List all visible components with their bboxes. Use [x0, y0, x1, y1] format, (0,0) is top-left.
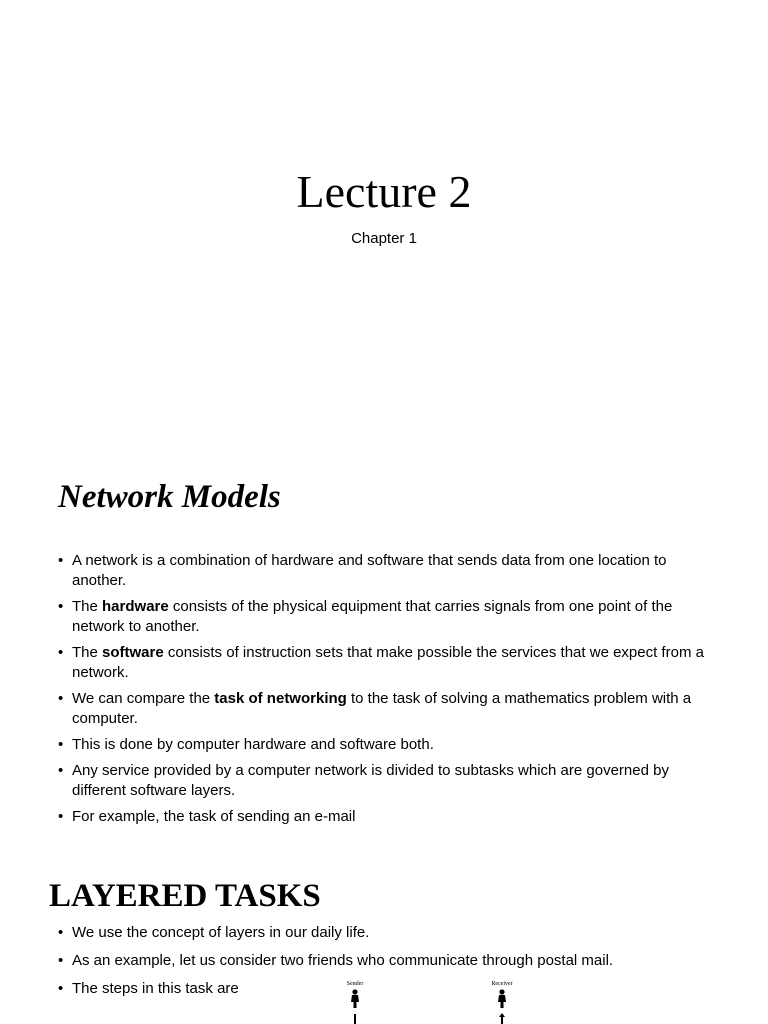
- sender-label: Sender: [346, 981, 364, 987]
- network-models-bullets: [58, 551, 708, 827]
- person-icon: [495, 989, 509, 1024]
- bullet-item: • We can compare the task of networking to the task of solving a mathematics problem with a computer.: [58, 689, 708, 729]
- chapter-subtitle: Chapter 1: [351, 230, 417, 247]
- network-models-heading: Network Models: [58, 479, 281, 515]
- bullet-item: • We use the concept of layers in our daily life.: [58, 923, 738, 943]
- bullet-item: • The hardware consists of the physical equipment that carries signals from one point of the network to another.: [58, 597, 708, 637]
- bold-term: software: [102, 644, 164, 661]
- bullet-item: • The software consists of instruction sets that make possible the services that we expect from a network.: [58, 643, 708, 683]
- bullet-item: • The steps in this task are: [58, 979, 738, 999]
- bold-term: task of networking: [214, 690, 347, 707]
- bullet-item: • This is done by computer hardware and software both.: [58, 735, 708, 755]
- bullet-item: • As an example, let us consider two friends who communicate through postal mail.: [58, 951, 738, 971]
- lecture-title: Lecture 2: [296, 166, 472, 217]
- receiver-label: Receiver: [491, 981, 513, 987]
- person-icon: [348, 989, 362, 1024]
- bullet-item: • For example, the task of sending an e-mail: [58, 807, 708, 827]
- title-slide: [0, 0, 768, 440]
- layered-tasks-heading: LAYERED TASKS: [49, 878, 321, 914]
- bullet-item: • A network is a combination of hardware and software that sends data from one location to another.: [58, 551, 708, 591]
- bold-term: hardware: [102, 598, 169, 615]
- layered-tasks-bullets: [58, 923, 738, 1007]
- bullet-item: • Any service provided by a computer network is divided to subtasks which are governed by different software layers.: [58, 761, 708, 801]
